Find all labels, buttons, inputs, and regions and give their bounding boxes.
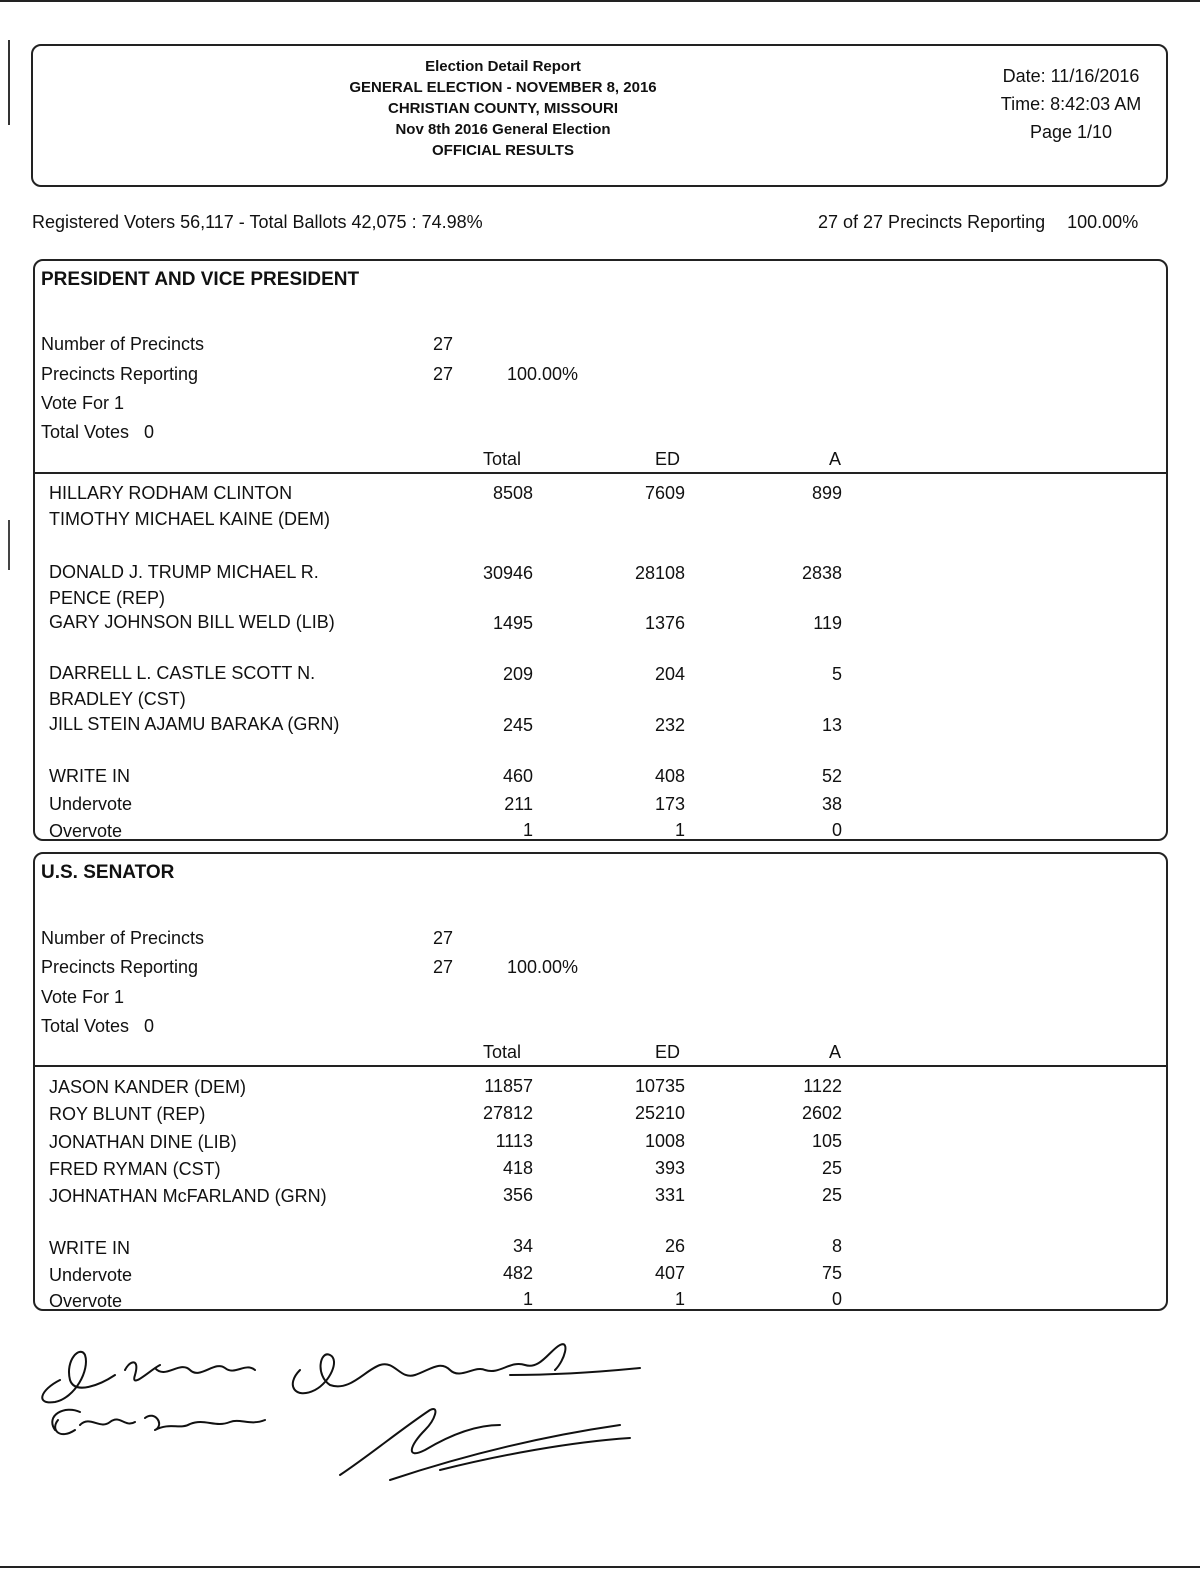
- candidate-name: Undervote: [49, 794, 133, 814]
- a-votes-value: 0: [831, 820, 842, 840]
- total-votes-value: 211: [504, 794, 533, 814]
- a-votes-value: 13: [821, 715, 842, 735]
- ed-votes-value: 7609: [644, 483, 685, 503]
- reporting-pct: 100.00%: [507, 364, 579, 384]
- candidate-name: Overvote: [49, 821, 123, 841]
- a-votes-value: 105: [811, 1131, 842, 1151]
- contest-us-senator: [33, 852, 1168, 1311]
- report-title: Election Detail Report: [425, 58, 581, 75]
- candidate-name: JOHNATHAN McFARLAND (GRN): [49, 1186, 327, 1206]
- ed-votes-value: 393: [654, 1158, 685, 1178]
- a-votes-value: 119: [813, 613, 842, 633]
- signature-4: [340, 1409, 630, 1480]
- contest-title: U.S. SENATOR: [41, 862, 175, 883]
- candidate-name: GARY JOHNSON BILL WELD (LIB): [49, 612, 335, 632]
- a-votes-value: 8: [831, 1236, 842, 1256]
- report-header: [31, 44, 1168, 187]
- total-votes-value: 482: [502, 1263, 533, 1283]
- scan-edge-left: [8, 40, 10, 125]
- report-time: Time: 8:42:03 AM: [1000, 94, 1142, 114]
- contest-title: PRESIDENT AND VICE PRESIDENT: [41, 269, 360, 290]
- candidate-name: FRED RYMAN (CST): [49, 1159, 221, 1179]
- report-title-block: [293, 56, 713, 161]
- reporting-value: 27: [433, 957, 454, 977]
- total-votes-value: 245: [502, 715, 533, 735]
- candidate-name: JILL STEIN AJAMU BARAKA (GRN): [49, 714, 340, 734]
- ed-votes-value: 1: [674, 820, 685, 840]
- election-name: GENERAL ELECTION - NOVEMBER 8, 2016: [349, 79, 657, 96]
- scan-edge-left-lower: [8, 520, 10, 570]
- total-votes-value: 8508: [492, 483, 533, 503]
- total-votes-value: 418: [502, 1158, 533, 1178]
- ed-votes-value: 1376: [644, 613, 685, 633]
- candidate-name: DARRELL L. CASTLE SCOTT N. BRADLEY (CST): [49, 663, 316, 709]
- candidate-name: ROY BLUNT (REP): [49, 1104, 206, 1124]
- total-votes-value: 209: [502, 664, 533, 684]
- signature-3: [293, 1344, 640, 1393]
- a-votes-value: 2602: [801, 1103, 842, 1123]
- total-votes-value: 1113: [495, 1131, 533, 1151]
- signature-2: [52, 1410, 265, 1434]
- reporting-value: 27: [433, 364, 454, 384]
- column-header-total: Total: [483, 449, 522, 469]
- ed-votes-value: 331: [654, 1185, 685, 1205]
- total-votes-value: 11857: [484, 1076, 533, 1096]
- precincts-reporting-summary: [818, 212, 1138, 233]
- column-header-a: A: [829, 449, 842, 469]
- column-header-a: A: [829, 1042, 842, 1062]
- vote-for: Vote For 1: [41, 393, 125, 413]
- candidate-name: JASON KANDER (DEM): [49, 1077, 247, 1097]
- total-votes-value: 1495: [492, 613, 533, 633]
- a-votes-value: 899: [811, 483, 842, 503]
- candidate-name: DONALD J. TRUMP MICHAEL R. PENCE (REP): [49, 562, 319, 608]
- total-votes-value: 34: [512, 1236, 533, 1256]
- ed-votes-value: 204: [654, 664, 685, 684]
- page-number: Page 1/10: [1029, 122, 1113, 142]
- signature-1: [42, 1352, 255, 1403]
- reporting-label: Precincts Reporting: [41, 957, 199, 977]
- scan-edge-top: [0, 0, 1200, 2]
- a-votes-value: 75: [821, 1263, 842, 1283]
- reporting-pct: 100.00%: [507, 957, 579, 977]
- a-votes-value: 5: [831, 664, 842, 684]
- candidate-name: HILLARY RODHAM CLINTON TIMOTHY MICHAEL KAINE (DEM): [49, 483, 331, 529]
- total-votes-value: 356: [502, 1185, 533, 1205]
- a-votes-value: 25: [821, 1158, 842, 1178]
- precincts-reporting-pct: 100.00%: [1067, 212, 1139, 232]
- report-date: Date: 11/16/2016: [1002, 66, 1140, 86]
- ed-votes-value: 407: [654, 1263, 685, 1283]
- results-status: OFFICIAL RESULTS: [432, 142, 574, 159]
- header-rule: [35, 472, 1166, 474]
- a-votes-value: 25: [821, 1185, 842, 1205]
- ed-votes-value: 25210: [634, 1103, 685, 1123]
- ed-votes-value: 1008: [644, 1131, 685, 1151]
- candidate-name: Overvote: [49, 1291, 123, 1311]
- report-meta: [986, 62, 1156, 146]
- total-votes-value: 30946: [482, 563, 533, 583]
- ed-votes-value: 408: [654, 766, 685, 786]
- reporting-label: Precincts Reporting: [41, 364, 199, 384]
- election-subtitle: Nov 8th 2016 General Election: [395, 121, 611, 138]
- county-name: CHRISTIAN COUNTY, MISSOURI: [387, 100, 618, 117]
- total-votes-value: 1: [522, 1289, 533, 1309]
- ed-votes-value: 232: [654, 715, 685, 735]
- vote-for: Vote For 1: [41, 987, 125, 1007]
- a-votes-value: 52: [821, 766, 842, 786]
- scan-edge-bottom: [0, 1566, 1200, 1568]
- a-votes-value: 38: [821, 794, 842, 814]
- a-votes-value: 1122: [803, 1076, 842, 1096]
- column-header-total: Total: [483, 1042, 522, 1062]
- column-header-ed: ED: [655, 1042, 681, 1062]
- precincts-value: 27: [433, 928, 454, 948]
- precincts-label: Number of Precincts: [41, 928, 205, 948]
- contest-president: [33, 259, 1168, 841]
- candidate-name: Undervote: [49, 1265, 133, 1285]
- candidate-name: JONATHAN DINE (LIB): [49, 1132, 237, 1152]
- a-votes-value: 2838: [801, 563, 842, 583]
- total-votes: Total Votes 0: [41, 1016, 155, 1036]
- ed-votes-value: 28108: [634, 563, 685, 583]
- header-rule: [35, 1065, 1166, 1067]
- a-votes-value: 0: [831, 1289, 842, 1309]
- precincts-reporting-text: 27 of 27 Precincts Reporting: [818, 212, 1046, 232]
- precincts-value: 27: [433, 334, 454, 354]
- total-votes-value: 1: [522, 820, 533, 840]
- total-votes: Total Votes 0: [41, 422, 155, 442]
- signatures: [30, 1330, 650, 1500]
- ed-votes-value: 26: [664, 1236, 685, 1256]
- candidate-name: WRITE IN: [49, 766, 130, 786]
- turnout-summary: Registered Voters 56,117 - Total Ballots 42,075 : 74.98%: [32, 212, 483, 232]
- precincts-label: Number of Precincts: [41, 334, 205, 354]
- column-header-ed: ED: [655, 449, 681, 469]
- ed-votes-value: 10735: [634, 1076, 685, 1096]
- total-votes-value: 460: [502, 766, 533, 786]
- ed-votes-value: 1: [674, 1289, 685, 1309]
- candidate-name: WRITE IN: [49, 1238, 130, 1258]
- ed-votes-value: 173: [654, 794, 685, 814]
- total-votes-value: 27812: [482, 1103, 533, 1123]
